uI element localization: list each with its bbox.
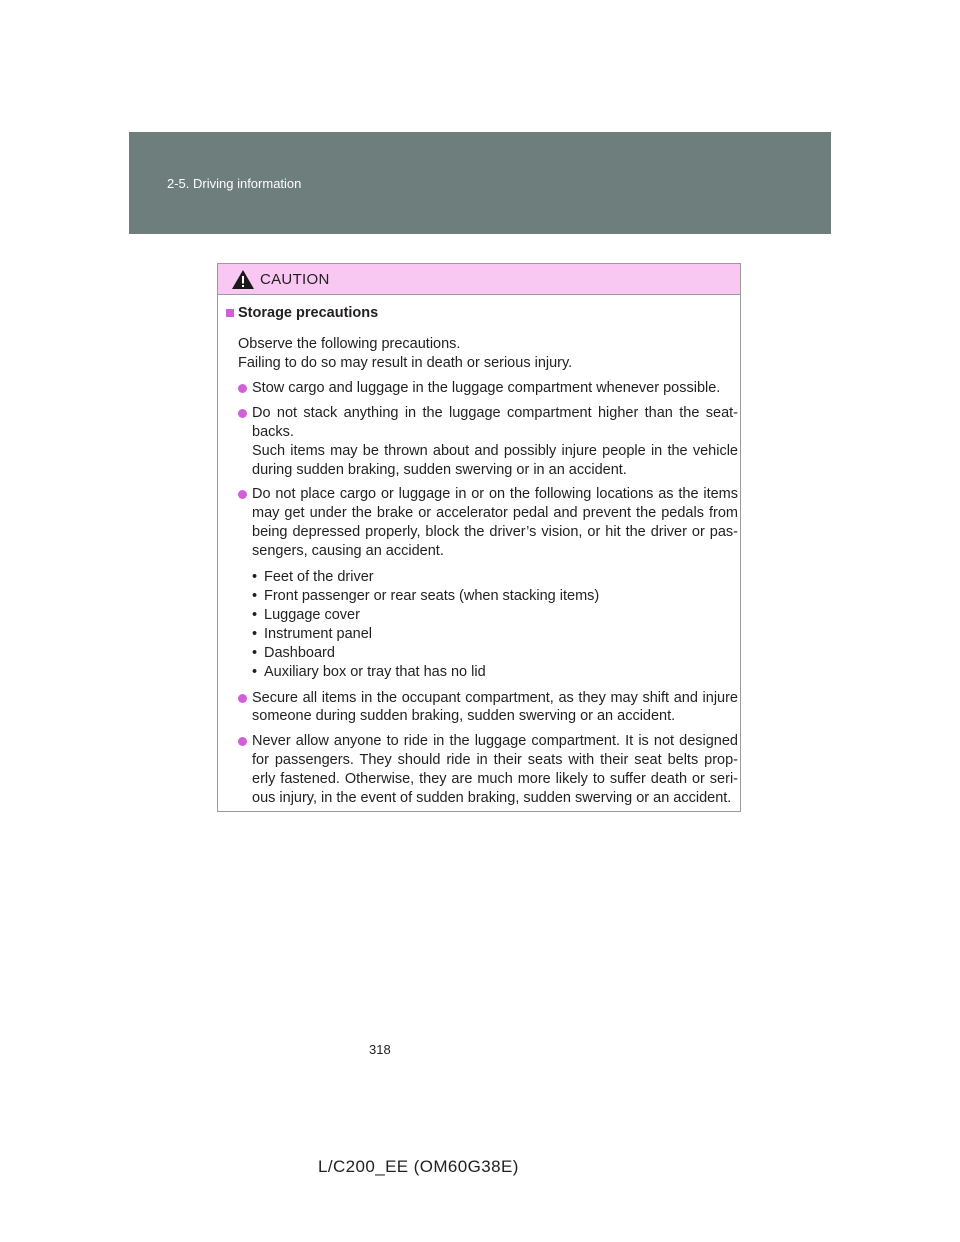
storage-precautions-heading (226, 304, 738, 323)
location-item: • Auxiliary box or tray that has no lid (252, 663, 738, 682)
precaution-text-line: sengers, causing an accident. (252, 542, 444, 559)
section-title-text: Storage precautions (238, 305, 379, 321)
circle-bullet-icon (238, 384, 247, 393)
intro-line: Observe the following precautions. (238, 335, 461, 352)
precaution-text-line: Such items may be thrown about and possibly injure people in the vehicle (252, 442, 738, 459)
location-item: • Instrument panel (252, 625, 738, 644)
precaution-text-line: being depressed properly, block the driver’s vision, or hit the driver or pas- (252, 523, 738, 540)
page-number: 318 (369, 1042, 391, 1057)
precaution-text-line: during sudden braking, sudden swerving or in an accident. (252, 461, 627, 478)
precaution-text-line: may get under the brake or accelerator pedal and prevent the pedals from (252, 505, 738, 522)
precaution-list-continued (226, 689, 738, 808)
footer-code: L/C200_EE (OM60G38E) (318, 1157, 519, 1176)
precaution-text-line: someone during sudden braking, sudden swerving or an accident. (252, 708, 676, 725)
precaution-text-line: Stow cargo and luggage in the luggage compartment whenever possible. (252, 380, 721, 397)
caution-body (226, 304, 738, 813)
precaution-text-line: for passengers. They should ride in their seats with their seat belts prop- (252, 751, 738, 768)
circle-bullet-icon (238, 409, 247, 418)
precaution-text-line: backs. (252, 423, 294, 440)
intro-paragraph (226, 335, 738, 373)
caution-title: CAUTION (260, 271, 330, 288)
location-item: • Dashboard (252, 644, 738, 663)
warning-triangle-icon (231, 269, 255, 290)
circle-bullet-icon (238, 490, 247, 499)
precaution-text-line: erly fastened. Otherwise, they are much more likely to suffer death or seri- (252, 770, 738, 787)
circle-bullet-icon (238, 694, 247, 703)
precaution-item (226, 485, 738, 560)
precaution-item (226, 689, 738, 727)
section-heading: 2-5. Driving information (167, 176, 302, 191)
precaution-item (226, 379, 738, 398)
location-item: • Luggage cover (252, 606, 738, 625)
circle-bullet-icon (238, 737, 247, 746)
intro-line: Failing to do so may result in death or serious injury. (238, 354, 573, 371)
precaution-item (226, 732, 738, 807)
precaution-text-line: Never allow anyone to ride in the luggage compartment. It is not designed (252, 733, 738, 750)
precaution-text-line: Do not stack anything in the luggage compartment higher than the seat- (252, 405, 738, 422)
precaution-text-line: ous injury, in the event of sudden braking, sudden swerving or an accident. (252, 789, 732, 806)
precaution-text-line: Do not place cargo or luggage in or on the following locations as the items (252, 486, 738, 503)
square-bullet-icon (226, 309, 234, 317)
location-item: • Front passenger or rear seats (when stacking items) (252, 587, 738, 606)
location-item: • Feet of the driver (252, 568, 738, 587)
precaution-text-line: Secure all items in the occupant compartment, as they may shift and injure (252, 689, 738, 706)
caution-header (218, 264, 740, 295)
precaution-list (226, 379, 738, 560)
page-header (129, 132, 831, 234)
location-list (226, 568, 738, 682)
precaution-item (226, 404, 738, 479)
caution-box (217, 263, 741, 812)
